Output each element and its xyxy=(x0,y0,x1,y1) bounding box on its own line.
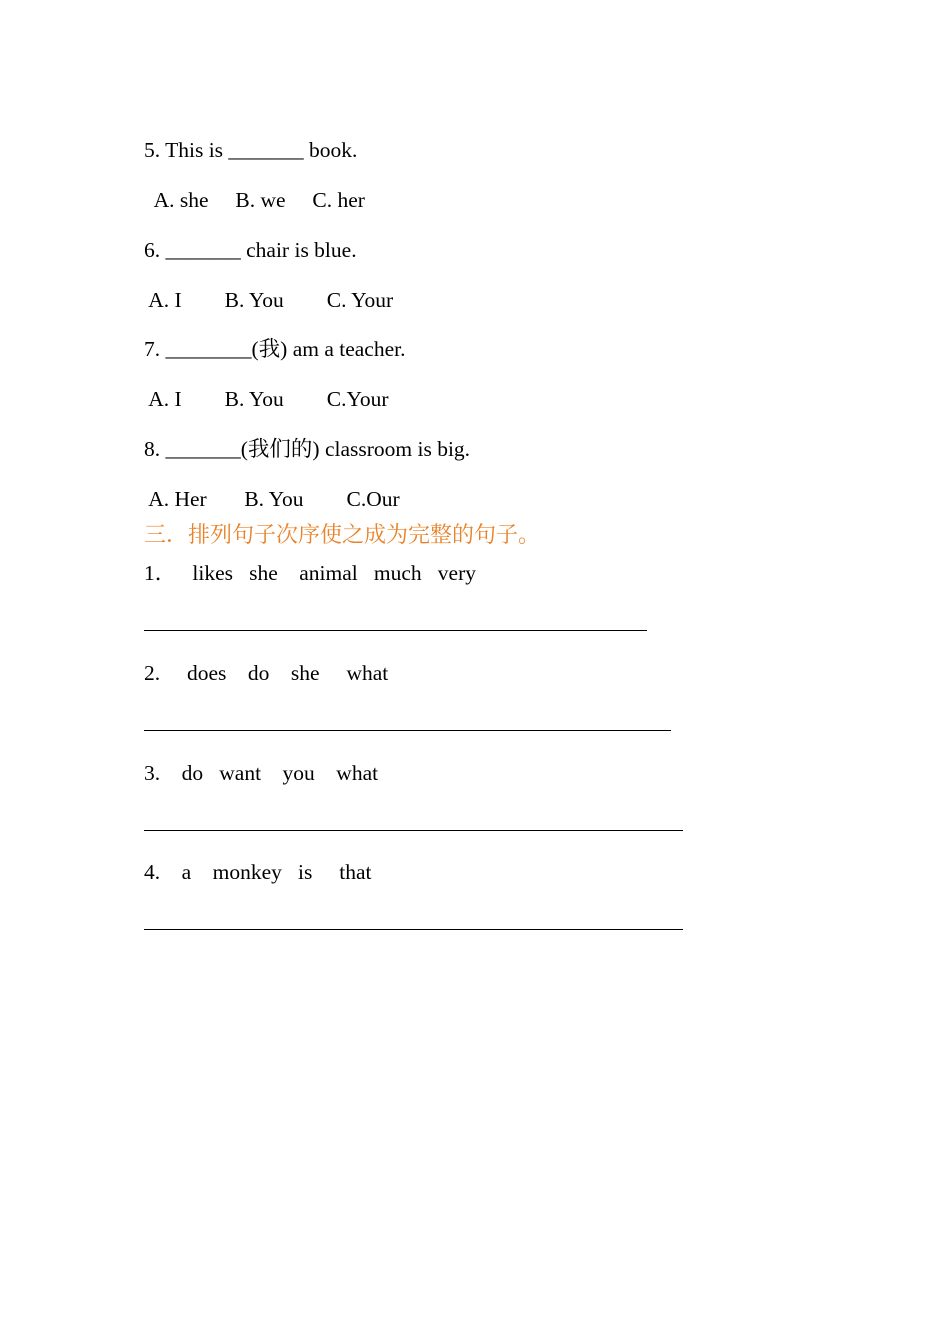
question-5-stem: 5. This is _______ book. xyxy=(144,138,358,162)
section-3-heading: 三．排列句子次序使之成为完整的句子。 xyxy=(144,522,541,547)
reorder-item-2-words: 2. does do she what xyxy=(144,661,389,685)
reorder-item-3-words: 3. do want you what xyxy=(144,761,379,785)
reorder-item-4-words: 4. a monkey is that xyxy=(144,860,372,884)
reorder-item-3-answer-line xyxy=(144,830,683,831)
reorder-item-1-words: 1． likes she animal much very xyxy=(144,561,476,585)
question-7-stem: 7. ________(我) am a teacher. xyxy=(144,337,406,361)
reorder-item-2-answer-line xyxy=(144,730,671,731)
question-5-options: A. she B. we C. her xyxy=(144,188,365,212)
question-7-options: A. I B. You C.Your xyxy=(144,387,389,411)
question-8-stem: 8. _______(我们的) classroom is big. xyxy=(144,437,471,461)
question-6-options: A. I B. You C. Your xyxy=(144,288,394,312)
reorder-item-1-answer-line xyxy=(144,630,647,631)
reorder-item-4-answer-line xyxy=(144,929,683,930)
question-6-stem: 6. _______ chair is blue. xyxy=(144,238,357,262)
question-8-options: A. Her B. You C.Our xyxy=(144,487,400,511)
